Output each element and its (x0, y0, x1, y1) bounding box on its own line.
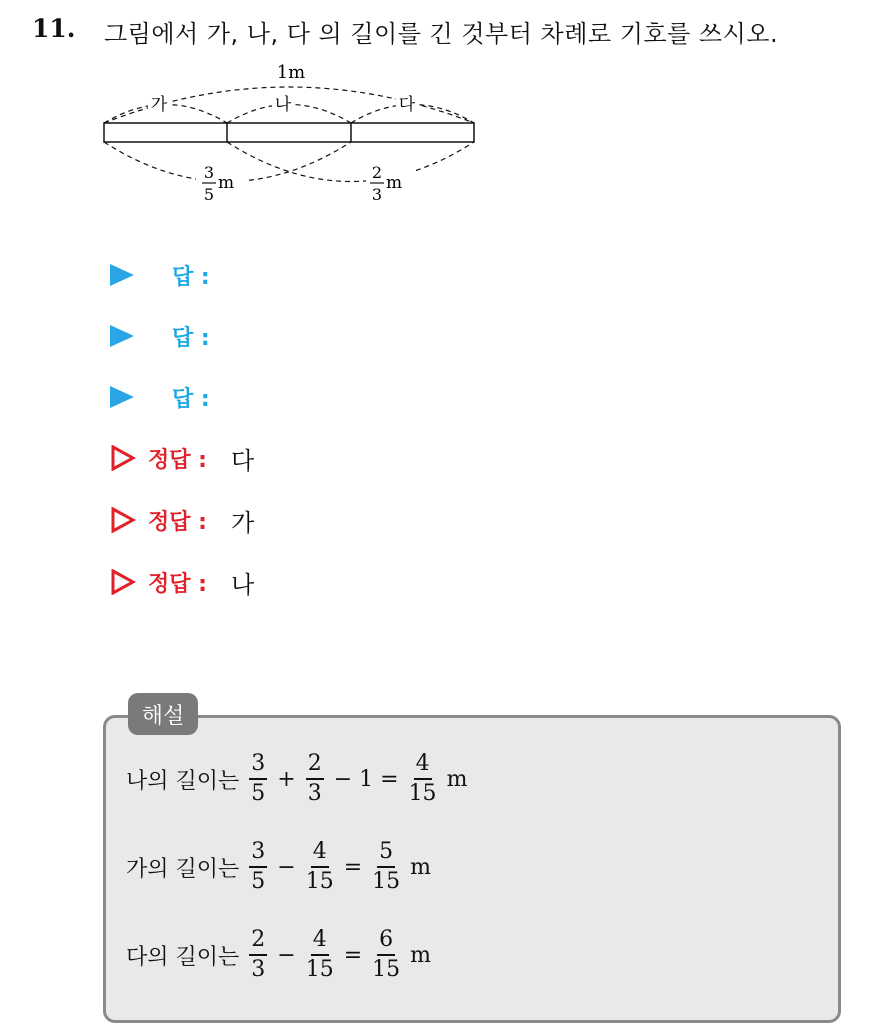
correct-label: 정답 : (148, 509, 207, 535)
unit: m (446, 766, 468, 792)
solution-line-text: 다의 길이는 (126, 944, 240, 970)
solution-line (126, 928, 437, 982)
unit: m (410, 942, 432, 968)
outline-triangle-icon (110, 445, 136, 471)
segment-label-na: 나 (274, 95, 292, 115)
lower-left-den: 5 (203, 185, 215, 204)
correct-label: 정답 : (148, 447, 207, 473)
solution-line (126, 752, 473, 806)
lower-right-den: 3 (371, 185, 383, 204)
solution-line-text: 나의 길이는 (126, 768, 240, 794)
operator: − (277, 942, 296, 968)
lower-right-unit: m (386, 173, 403, 193)
fraction: $\frac{3}{5}$ (251, 839, 266, 895)
question-number: 11. (32, 14, 76, 43)
operator: + (277, 766, 296, 792)
answer-row (110, 316, 210, 356)
lower-left-num: 3 (203, 163, 215, 182)
answer-label: 답 : (172, 386, 210, 412)
question-text: 그림에서 가, 나, 다 의 길이를 긴 것부터 차례로 기호를 쓰시오. (104, 20, 779, 48)
correct-row (110, 500, 254, 540)
answer-label: 답 : (172, 264, 210, 290)
outline-triangle-icon (110, 507, 136, 533)
correct-value: 나 (230, 570, 255, 599)
correct-label: 정답 : (148, 571, 207, 597)
outline-triangle-icon (110, 569, 136, 595)
solution-line (126, 840, 437, 894)
lower-right-num: 2 (371, 163, 383, 182)
operator: = (343, 942, 363, 968)
segment-label-da: 다 (398, 95, 416, 115)
answer-label: 답 : (172, 325, 210, 351)
fraction: $\frac{4}{15}$ (305, 927, 334, 983)
solution-tag: 해설 (128, 693, 198, 735)
solution-line-text: 가의 길이는 (126, 856, 240, 882)
correct-row (110, 562, 254, 602)
correct-value: 가 (230, 508, 255, 537)
total-length-label: 1m (276, 62, 306, 83)
fraction: $\frac{4}{15}$ (408, 751, 437, 807)
lower-left-unit: m (218, 173, 235, 193)
fraction: $\frac{2}{3}$ (307, 751, 322, 807)
operator: − (277, 854, 296, 880)
fraction: $\frac{5}{15}$ (372, 839, 401, 895)
operator: − 1 = (333, 766, 399, 792)
fraction: $\frac{4}{15}$ (305, 839, 334, 895)
segment-label-ga: 가 (150, 95, 168, 115)
play-arrow-icon (110, 325, 134, 347)
correct-row (110, 438, 254, 478)
length-diagram (96, 56, 496, 216)
answer-row (110, 377, 210, 417)
unit: m (410, 854, 432, 880)
answer-row (110, 255, 210, 295)
fraction: $\frac{3}{5}$ (251, 751, 266, 807)
correct-value: 다 (230, 446, 255, 475)
operator: = (343, 854, 363, 880)
fraction: $\frac{2}{3}$ (251, 927, 266, 983)
play-arrow-icon (110, 386, 134, 408)
fraction: $\frac{6}{15}$ (372, 927, 401, 983)
play-arrow-icon (110, 264, 134, 286)
